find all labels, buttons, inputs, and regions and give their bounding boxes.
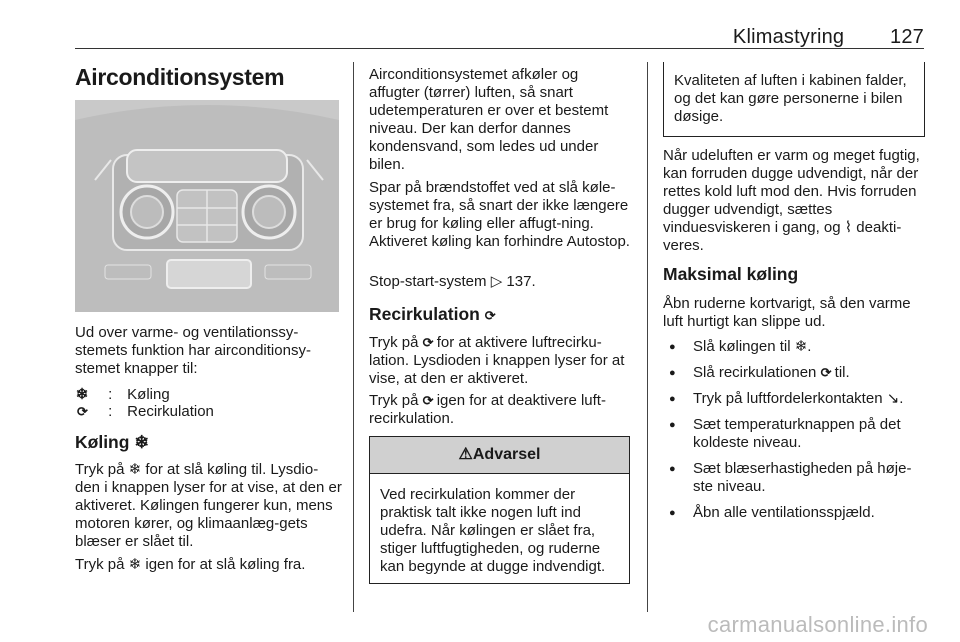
warning-title: Advarsel [472,446,541,463]
legend-label-recirculation: Recirkulation [127,403,214,420]
column-divider-1 [353,62,354,612]
text-span: deakti-veres. [663,219,902,254]
text-span: igen for at deaktivere luft-recirkulation. [369,392,606,427]
recirculation-paragraph-1 [369,334,633,388]
max-cooling-list [663,338,929,522]
text-span: Slå recirkulationen [693,364,817,381]
heading-recirculation [369,304,495,326]
warning-box [369,436,630,584]
climate-panel-drawing [75,100,339,312]
text-span: igen for at slå køling fra. [145,556,306,573]
warning-icon: ⚠ [458,446,473,463]
list-item: ● Sæt blæserhastigheden på høje-ste niveau. [663,460,929,496]
list-item: ● Åbn alle ventilationsspjæld. [663,504,929,522]
footer-watermark: carmanualsonline.info [707,612,928,637]
text-span: Tryk på luftfordelerkontakten [693,390,883,407]
page-number: 127 [890,26,924,48]
snowflake-icon: ❄ [134,432,149,452]
recirculation-icon: ⟳ [820,365,831,380]
recirculation-paragraph-2 [369,392,633,428]
ac-paragraph-1: Airconditionsystemet afkøler og affugter (tørrer) luften, så snart udetemperaturen er over et bestemt niveau. Der kan derfor dannes kondensvand, som ledes ud under bilen. [369,66,609,173]
recirculation-icon: ⟳ [422,393,433,408]
text-span: Tryk på [369,392,419,409]
heading-recirculation-text: Recirkulation [369,304,480,324]
windshield-wiper-icon: ⌇ [844,219,853,236]
text-span: Når udeluften er varm og meget fugtig, kan forruden dugge udvendigt, når der rettes kold luft mod den. Hvis forruden dugger udvendigt, sættes vinduesviskeren i gang, og [663,147,920,236]
ac-paragraph-2: Spar på brændstoffet ved at slå køle-systemet fra, så snart der ikke længere er brug for køling eller affugt-ning. Aktiveret køling kan forhindre Autostop. [369,179,630,250]
text-span: . [899,390,904,407]
list-item [663,390,929,408]
text-span: Tryk på [75,556,125,573]
snowflake-icon: ❄ [128,461,142,478]
list-item: ● Sæt temperaturknappen på det koldeste niveau. [663,416,929,452]
list-item [663,364,929,382]
text-span: . [807,338,812,355]
column-divider-2 [647,62,648,612]
heading-cooling [75,432,149,452]
text-span: til. [834,364,850,381]
snowflake-icon: ❄ [75,386,89,403]
heading-cooling-text: Køling [75,432,130,452]
fog-paragraph [663,147,927,255]
cross-reference-label: Stop-start-system [369,273,487,290]
cross-reference-page: 137. [506,273,536,290]
text-span: Tryk på [75,461,125,478]
cross-reference [369,273,631,291]
header-rule [75,48,924,49]
text-span: Tryk på [369,334,419,351]
cooling-paragraph-2 [75,556,340,574]
chapter-title: Klimastyring [732,26,845,48]
recirculation-icon: ⟳ [77,404,87,419]
climate-panel-illustration [75,100,339,312]
section-title: Airconditionsystem [75,64,285,90]
text-span: Slå kølingen til [693,338,791,355]
cooling-paragraph-1 [75,461,343,551]
legend-row-cooling: ❄ : Køling [75,386,170,403]
recirculation-icon: ⟳ [422,335,433,350]
snowflake-icon: ❄ [794,338,808,355]
arrow-icon: ▷ [490,273,503,290]
text-span: for at aktivere luftrecirku-lation. Lysdioden i knappen lyser for at vise, at den er aktiveret. [369,334,625,387]
list-item [663,338,929,356]
running-head [733,26,924,49]
text-span: for at slå køling til. Lysdio-den i knappen lyser for at vise, at den er aktiveret. Kølingen fungerer kun, mens motoren kører, og klimaanlæg-gets blæser er slået til. [75,461,342,550]
air-distribution-icon: ↘ [886,390,900,407]
recirculation-icon: ⟳ [484,308,495,323]
intro-paragraph: Ud over varme- og ventilationssy-stemets funktion har airconditionsy-stemet knapper til: [75,324,311,377]
note-box: Kvaliteten af luften i kabinen falder, og det kan gøre personerne i bilen døsige. [663,62,925,137]
snowflake-icon: ❄ [128,556,142,573]
warning-body: Ved recirkulation kommer der praktisk talt ikke nogen luft ind udefra. Når kølingen er slået fra, stiger luftfugtigheden, og ruderne kan begynde at dugge indvendigt. [380,486,606,575]
legend-label-cooling: Køling [127,386,170,403]
warning-header [370,437,629,474]
legend-row-recirculation: ⟳ : Recirkulation [75,403,214,421]
max-cooling-intro: Åbn ruderne kortvarigt, så den varme luft hurtigt kan slippe ud. [663,295,911,330]
heading-max-cooling: Maksimal køling [663,264,799,284]
